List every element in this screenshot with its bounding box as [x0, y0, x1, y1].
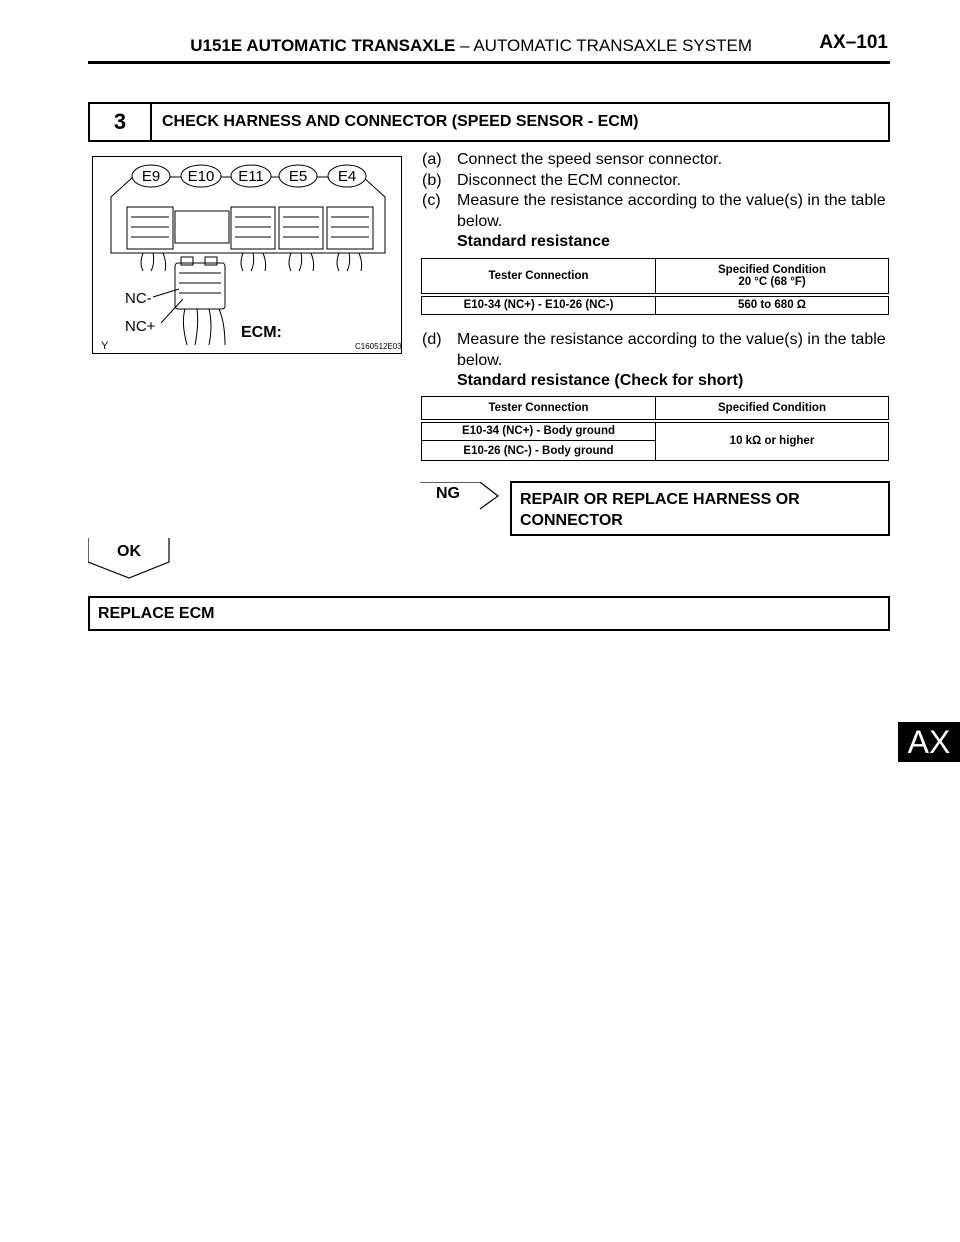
standard-resistance-short-label: Standard resistance (Check for short)	[457, 372, 744, 389]
connector-label-e9: E9	[141, 168, 161, 185]
label-nc-minus: NC-	[125, 290, 152, 307]
label-nc-plus: NC+	[125, 318, 156, 335]
figure-id: C160512E03	[355, 342, 402, 351]
instruction-a: (a) Connect the speed sensor connector.	[422, 151, 723, 168]
label-ecm: ECM:	[241, 324, 282, 341]
ecm-connector-drawing	[93, 157, 403, 355]
ng-flow-label: NG	[420, 482, 502, 510]
resistance-table	[421, 258, 889, 315]
instruction-d: (d) Measure the resistance according to the value(s) in the table below.	[422, 331, 886, 369]
page-number: AX–101	[819, 32, 888, 53]
table-row: E10-34 (NC+) - Body ground 10 kΩ or higher	[422, 421, 889, 441]
table-header-cell: Tester Connection	[422, 397, 656, 421]
page-header	[88, 30, 890, 64]
table-row: E10-34 (NC+) - E10-26 (NC-) 560 to 680 Ω	[422, 295, 889, 315]
instruction-b: (b) Disconnect the ECM connector.	[422, 171, 682, 189]
step-number: 3	[90, 104, 152, 140]
table-header-cell: Tester Connection	[422, 259, 656, 295]
connector-label-e11: E11	[238, 168, 264, 185]
table-row: E10-26 (NC-) - Body ground	[422, 441, 889, 461]
instructions-d	[422, 330, 887, 392]
section-tab: AX	[898, 722, 960, 762]
step-header	[88, 102, 890, 142]
connector-label-e10: E10	[187, 168, 215, 185]
instruction-c: (c) Measure the resistance according to the value(s) in the table below.	[422, 192, 886, 230]
connector-label-e4: E4	[337, 168, 357, 185]
instructions	[422, 150, 887, 253]
table-header-cell: Specified Condition	[656, 397, 889, 421]
ecm-connector-diagram	[92, 156, 402, 354]
short-check-table	[421, 396, 889, 461]
final-action-box: REPLACE ECM	[88, 596, 890, 631]
ng-action-box: REPAIR OR REPLACE HARNESS OR CONNECTOR	[510, 481, 890, 536]
label-y: Y	[101, 340, 109, 352]
step-title: CHECK HARNESS AND CONNECTOR (SPEED SENSOR - ECM)	[162, 113, 639, 130]
ok-flow-label: OK	[88, 538, 170, 580]
connector-label-e5: E5	[288, 168, 308, 185]
section-title: U151E AUTOMATIC TRANSAXLE – AUTOMATIC TRANSAXLE SYSTEM	[190, 36, 752, 55]
table-header-cell: Specified Condition 20 °C (68 °F)	[656, 259, 889, 295]
standard-resistance-label: Standard resistance	[457, 233, 610, 250]
